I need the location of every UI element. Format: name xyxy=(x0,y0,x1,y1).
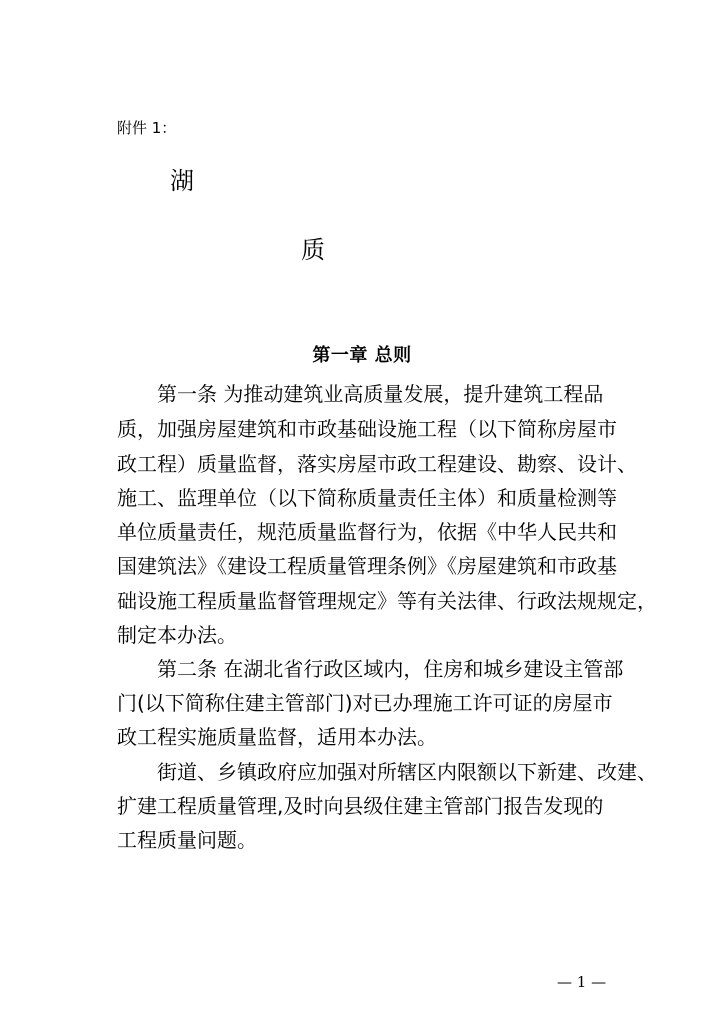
article-1-line-4: 施工、监理单位（以下简称质量责任主体）和质量检测等 xyxy=(117,486,617,510)
paragraph-3-line-3: 工程质量问题。 xyxy=(117,828,257,852)
article-1-line-6: 国建筑法》《建设工程质量管理条例》《房屋建筑和市政基 xyxy=(117,554,617,578)
article-1-line-1: 第一条 为推动建筑业高质量发展，提升建筑工程品 xyxy=(157,382,604,406)
paragraph-3-line-2: 扩建工程质量管理,及时向县级住建主管部门报告发现的 xyxy=(117,794,604,818)
article-1-line-5: 单位质量责任，规范质量监督行为，依据《中华人民共和 xyxy=(117,520,617,544)
article-2-line-3: 政工程实施质量监督，适用本办法。 xyxy=(117,725,437,749)
paragraph-3-line-1: 街道、乡镇政府应加强对所辖区内限额以下新建、改建、 xyxy=(157,760,657,784)
page-number: — 1 — xyxy=(557,973,607,991)
title-char-2: 质 xyxy=(301,236,325,264)
attachment-label: 附件 1： xyxy=(117,119,177,137)
article-1-line-8: 制定本办法。 xyxy=(117,623,237,647)
title-char-1: 湖 xyxy=(170,167,194,195)
article-1-line-7: 础设施工程质量监督管理规定》等有关法律、行政法规规定， xyxy=(117,589,657,613)
article-1-line-2: 质，加强房屋建筑和市政基础设施工程（以下简称房屋市 xyxy=(117,417,617,441)
chapter-heading: 第一章 总则 xyxy=(312,345,412,366)
article-2-line-1: 第二条 在湖北省行政区域内，住房和城乡建设主管部 xyxy=(157,657,624,681)
article-2-line-2: 门(以下简称住建主管部门)对已办理施工许可证的房屋市 xyxy=(117,691,613,715)
article-1-line-3: 政工程）质量监督，落实房屋市政工程建设、勘察、设计、 xyxy=(117,452,637,476)
